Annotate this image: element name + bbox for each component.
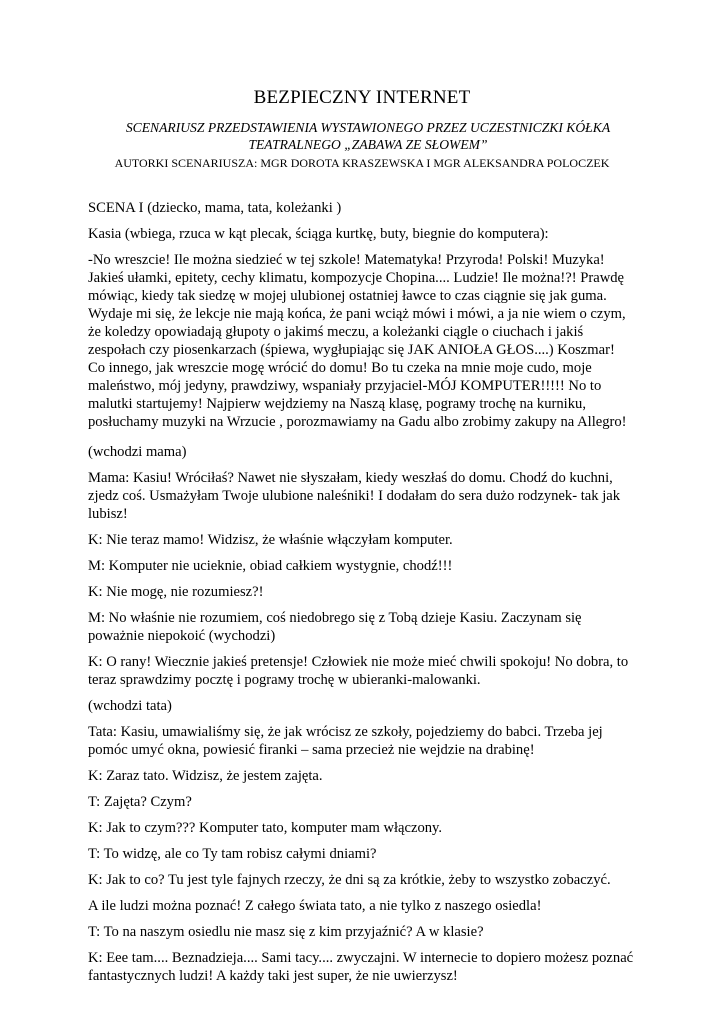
script-paragraph bbox=[88, 531, 648, 549]
authors-line: AUTORKI SCENARIUSZA: MGR DOROTA KRASZEWSKA I MGR ALEKSANDRA POLOCZEK bbox=[114, 156, 610, 170]
text-line: teraz sprawdzimy pocztę i pograмy trochę w ubieranki-malowanki. bbox=[88, 672, 481, 688]
text-line: K: Nie teraz mamo! Widzisz, że właśnie włączyłam komputer. bbox=[88, 532, 453, 548]
script-paragraph bbox=[88, 557, 648, 575]
script-paragraph bbox=[88, 469, 648, 523]
text-line: Kasia (wbiega, rzuca w kąt plecak, ściąga kurtkę, buty, biegnie do komputera): bbox=[88, 226, 549, 242]
text-line: zjedz coś. Usmażyłam Twoje ulubione naleśniki! I dodałam do sera dużo rodzynek- tak jak bbox=[88, 488, 621, 504]
script-paragraph bbox=[88, 443, 648, 461]
script-paragraph bbox=[88, 251, 648, 431]
text-line: pomóc umyć okna, powiesić firanki – sama przecież nie wejdzie na drabinę! bbox=[88, 742, 535, 758]
text-line: poważnie niepokoić (wychodzi) bbox=[88, 628, 276, 644]
text-line: SCENA I (dziecko, mama, tata, koleżanki ) bbox=[88, 200, 342, 216]
script-paragraph bbox=[88, 653, 648, 689]
document-title: BEZPIECZNY INTERNET bbox=[253, 87, 471, 108]
text-line: K: Jak to czym??? Komputer tato, komputer mam włączony. bbox=[88, 820, 443, 836]
text-line: A ile ludzi można poznać! Z całego świata tato, a nie tylko z naszego osiedla! bbox=[88, 898, 542, 914]
text-line: że koledzy opowiadają głupoty o jakimś meczu, a koleżanki ciągle o ciuchach i jakiś bbox=[88, 324, 584, 340]
text-line: lubisz! bbox=[88, 506, 128, 522]
script-paragraph bbox=[88, 949, 648, 985]
text-line: mówiąc, kiedy tak siedzę w mojej ulubionej ostatniej ławce to czas ciągnie się jak guma. bbox=[88, 288, 607, 304]
text-line: K: Nie mogę, nie rozumiesz?! bbox=[88, 584, 264, 600]
text-line: fantastycznych ludzi! A każdy taki jest super, że nie uwierzysz! bbox=[88, 968, 458, 984]
script-paragraph bbox=[88, 897, 648, 915]
text-line: maleństwo, mój jedyny, prawdziwy, wspaniały przyjaciel-MÓJ KOMPUTER!!!!! No to bbox=[88, 378, 602, 394]
text-line: K: O rany! Wiecznie jakieś pretensje! Człowiek nie może mieć chwili spokoju! No dobra, to bbox=[88, 654, 629, 670]
subtitle-line: SCENARIUSZ PRZEDSTAWIENIA WYSTAWIONEGO PRZEZ UCZESTNICZKI KÓŁKA bbox=[125, 120, 611, 135]
script-paragraph bbox=[88, 845, 648, 863]
script-paragraph bbox=[88, 871, 648, 889]
text-line: T: To na naszym osiedlu nie masz się z kim przyjaźnić? A w klasie? bbox=[88, 924, 484, 940]
text-line: M: No właśnie nie rozumiem, coś niedobrego się z Tobą dzieje Kasiu. Zaczynam się bbox=[88, 610, 582, 626]
text-line: K: Zaraz tato. Widzisz, że jestem zajęta. bbox=[88, 768, 323, 784]
text-line: M: Komputer nie ucieknie, obiad całkiem wystygnie, chodź!!! bbox=[88, 558, 453, 574]
script-body bbox=[88, 199, 648, 993]
text-line: K: Jak to co? Tu jest tyle fajnych rzeczy, że dni są za krótkie, żeby to wszystko zobaczyć. bbox=[88, 872, 611, 888]
text-line: (wchodzi mama) bbox=[88, 444, 187, 460]
script-paragraph bbox=[88, 609, 648, 645]
text-line: zespołach czy piosenkarzach (śpiewa, wygłupiając się JAK ANIOŁA GŁOS....) Koszmar! bbox=[88, 342, 615, 358]
text-line: posłuchamy muzyki na Wrzucie , porozmawiamy na Gadu albo zrobimy zakupy na Allegro! bbox=[88, 414, 627, 430]
text-line: Tata: Kasiu, umawialiśmy się, że jak wrócisz ze szkoły, pojedziemy do babci. Trzeba jej bbox=[88, 724, 603, 740]
text-line: Wydaje mi się, że lekcje nie mają końca, że pani wciąż mówi i mówi, a ja nie wiem o czym, bbox=[88, 306, 626, 322]
text-line: T: To widzę, ale co Ty tam robisz całymi dniami? bbox=[88, 846, 377, 862]
script-paragraph bbox=[88, 767, 648, 785]
script-paragraph bbox=[88, 819, 648, 837]
script-paragraph bbox=[88, 923, 648, 941]
script-paragraph bbox=[88, 793, 648, 811]
text-line: malutki startujemy! Najpierw wejdziemy na Naszą klasę, pograмy trochę na kurniku, bbox=[88, 396, 586, 412]
script-paragraph bbox=[88, 199, 648, 217]
script-paragraph bbox=[88, 697, 648, 715]
text-line: Jakieś ułamki, epitety, cechy klimatu, kompozycje Chopina.... Ludzie! Ile można!?! Prawdę bbox=[88, 270, 625, 286]
text-line: Mama: Kasiu! Wróciłaś? Nawet nie słyszałam, kiedy weszłaś do domu. Chodź do kuchni, bbox=[88, 470, 613, 486]
text-line: (wchodzi tata) bbox=[88, 698, 172, 714]
text-line: T: Zajęta? Czym? bbox=[88, 794, 192, 810]
script-paragraph bbox=[88, 225, 648, 243]
text-line: Co innego, jak wreszcie mogę wrócić do domu! Bo tu czeka na mnie moje cudo, moje bbox=[88, 360, 592, 376]
script-paragraph bbox=[88, 583, 648, 601]
text-line: -No wreszcie! Ile można siedzieć w tej szkole! Matematyka! Przyroda! Polski! Muzyka! bbox=[88, 252, 605, 268]
subtitle-line: TEATRALNEGO „ZABAWA ZE SŁOWEM” bbox=[248, 137, 488, 152]
text-line: K: Eee tam.... Beznadzieja.... Sami tacy.... zwyczajni. W internecie to dopiero możesz poznać bbox=[88, 950, 634, 966]
document-subtitle bbox=[110, 119, 626, 153]
script-paragraph bbox=[88, 723, 648, 759]
